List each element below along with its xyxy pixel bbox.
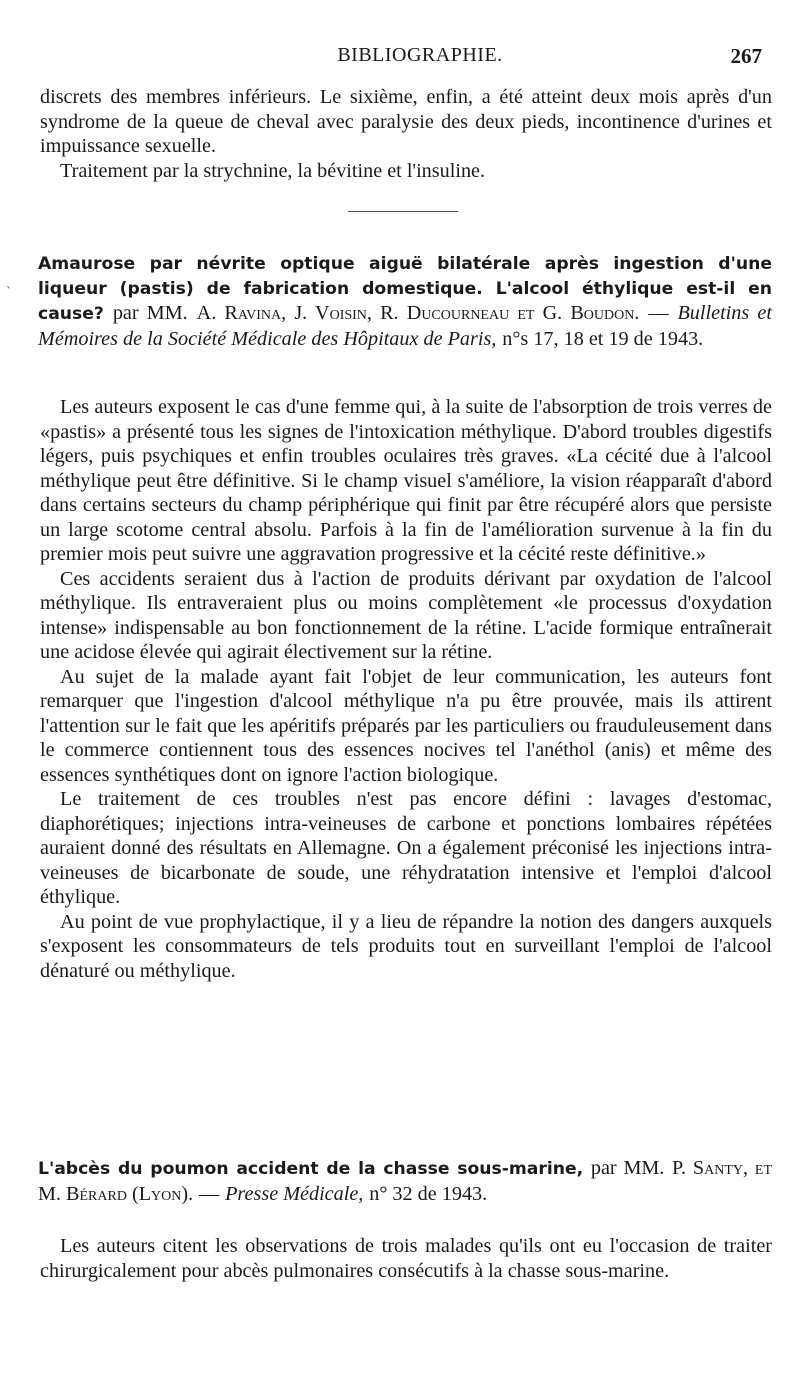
paragraph: Traitement par la strychnine, la bévitine et l'insuline.	[60, 159, 486, 182]
entry-body	[40, 395, 772, 983]
entry-title: L'abcès du poumon accident de la chasse sous-marine,	[38, 1159, 584, 1179]
paragraph: Le traitement de ces troubles n'est pas encore défini : lavages d'estomac, diaphorétiques; injections intra-veineuses de carbone et ponctions lombaires répétées auraient donné des résultats en Allemagne. On a également préconisé les injections intra-veineuses de bicarbonate de soude, une réhydratation intensive et l'emploi d'alcool éthylique.	[40, 788, 772, 908]
entry-journal: Bulletins et Mémoires de la Société Médicale des Hôpitaux de Paris,	[38, 302, 772, 350]
paragraph: Au point de vue prophylactique, il y a lieu de répandre la notion des dangers auxquels s'exposent les consommateurs de tels produits tout en surveillant l'emploi de l'alcool dénaturé ou méthylique.	[40, 910, 772, 982]
paragraph: Au sujet de la malade ayant fait l'objet de leur communication, les auteurs font remarquer que l'ingestion d'alcool méthylique n'a pu être prouvée, mais ils attirent l'attention sur le fait que les apéritifs préparés par les particuliers ou frauduleusement dans le commerce contiennent tous des essences nocives tel l'anéthol (anis) et même des essences synthétiques dont on ignore l'action biologique.	[40, 665, 772, 786]
entry-issue: n°s 17, 18 et 19 de 1943.	[502, 327, 704, 350]
entry-body	[40, 1234, 772, 1283]
bibliography-entry-heading	[38, 252, 772, 352]
paragraph: Ces accidents seraient dus à l'action de produits dérivant par oxydation de l'alcool méthylique. Ils entraveraient plus ou moins complètement «le processus d'oxydation intense» indispensable au bon fonctionnement de la rétine. L'acide formique entraînerait une acidose élevée qui agirait électivement sur la rétine.	[40, 567, 772, 663]
page-number: 267	[730, 44, 762, 68]
entry-dash: —	[648, 302, 669, 324]
continued-text	[40, 85, 772, 183]
entry-title: Amaurose par névrite optique aiguë bilatérale après ingestion d'une liqueur (pastis) de fabrication domestique. L'alcool éthylique est-il en cause?	[38, 254, 772, 324]
section-title: BIBLIOGRAPHIE.	[337, 44, 503, 66]
margin-mark: `	[6, 285, 12, 299]
bibliography-entry-heading	[38, 1156, 772, 1207]
paragraph: discrets des membres inférieurs. Le sixième, enfin, a été atteint deux mois après d'un syndrome de la queue de cheval avec paralysie des deux pieds, incontinence d'urines et impuissance sexuelle.	[40, 86, 772, 157]
entry-authors: P. Santy, et M. Bérard (Lyon).	[38, 1157, 772, 1205]
entry-par: par MM.	[590, 1157, 665, 1179]
paragraph: Les auteurs citent les observations de trois malades qu'ils ont eu l'occasion de traiter chirurgicalement pour abcès pulmonaires consécutifs à la chasse sous-marine.	[40, 1235, 772, 1282]
entry-dash: —	[199, 1182, 220, 1205]
section-divider	[348, 211, 458, 212]
entry-authors: A. Ravina, J. Voisin, R. Ducourneau et G. Boudon.	[196, 302, 640, 324]
entry-journal: Presse Médicale,	[225, 1182, 364, 1205]
paragraph: Les auteurs exposent le cas d'une femme qui, à la suite de l'absorption de trois verres de «pastis» a présenté tous les signes de l'intoxication méthylique. D'abord troubles digestifs légers, puis psychiques et enfin troubles oculaires très graves. «La cécité due à l'alcool méthylique peut être définitive. Si le champ visuel s'améliore, la vision réapparaît d'abord dans certains secteurs du champ périphérique qui finit par être récupéré alors que persiste un large scotome central absolu. Parfois à la fin de l'amélioration survenue à la fin du premier mois peut suivre une aggravation progressive et la cécité reste définitive.»	[40, 396, 772, 565]
running-header	[0, 44, 800, 74]
entry-par: par MM.	[112, 302, 188, 324]
entry-issue: n° 32 de 1943.	[369, 1182, 488, 1205]
